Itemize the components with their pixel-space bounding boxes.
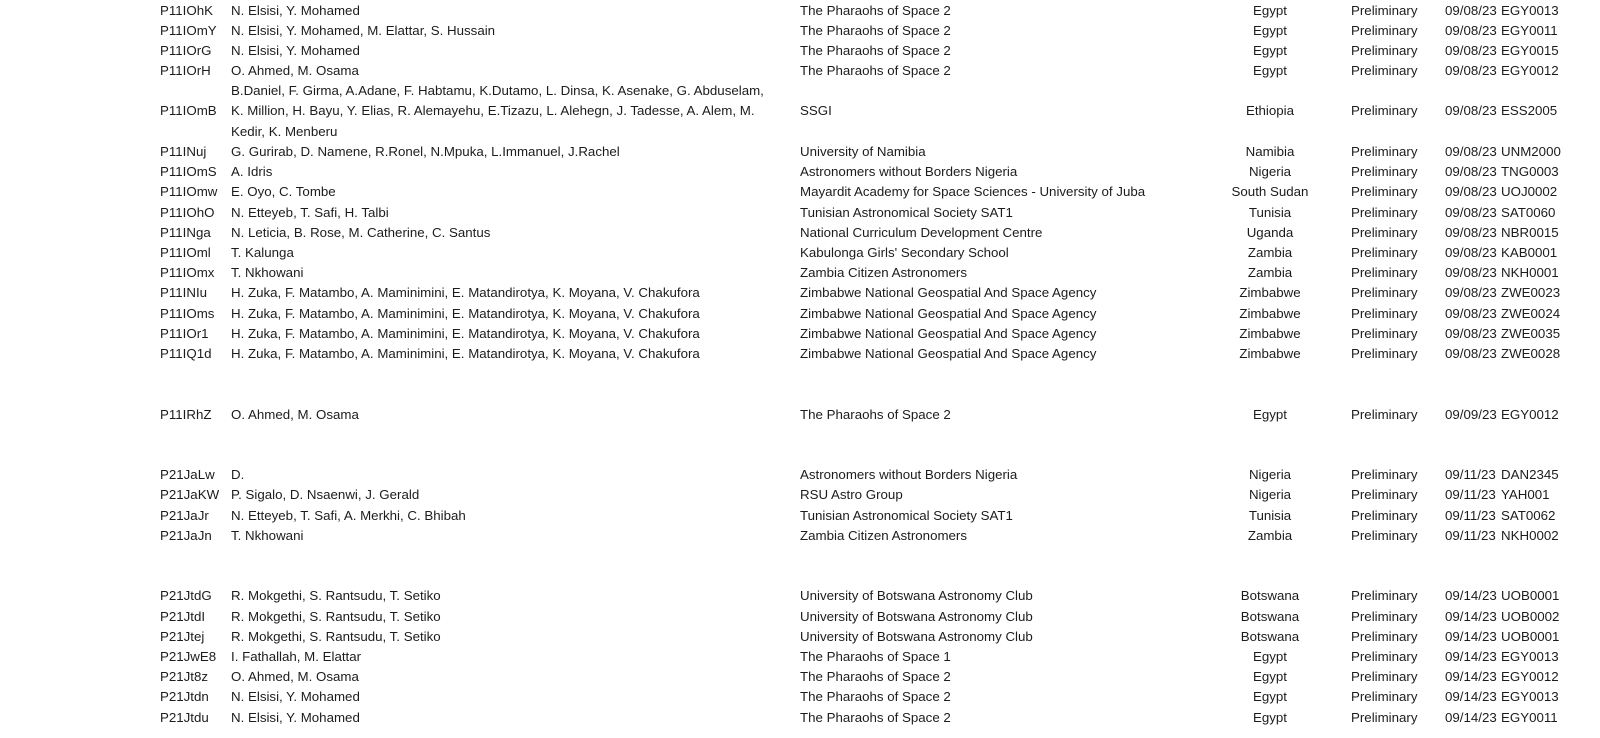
record-id: P11INga [160,224,211,240]
record-id: P11IOmB [160,103,217,119]
date: 09/14/23 [1445,628,1497,644]
record-id: P11INIu [160,285,208,301]
organization: National Curriculum Development Centre [800,224,1043,240]
country: Egypt [1252,689,1287,705]
status: Preliminary [1351,608,1418,624]
country: Egypt [1252,42,1287,58]
table-row [0,324,1600,344]
team-code: ZWE0024 [1501,305,1561,321]
table-row [0,1,1600,21]
organization: Zimbabwe National Geospatial And Space Agency [800,345,1097,361]
team-code: EGY0012 [1501,406,1559,422]
table-row [0,607,1600,627]
country: Egypt [1252,648,1287,664]
record-id: P11IRhZ [160,406,212,422]
authors: H. Zuka, F. Matambo, A. Maminimini, E. Matandirotya, K. Moyana, V. Chakufora [231,305,700,321]
table-row [0,283,1600,303]
status: Preliminary [1351,164,1418,180]
team-code: ESS2005 [1501,103,1558,119]
record-id: P21JtdG [160,588,212,604]
authors: T. Kalunga [231,244,294,260]
date: 09/08/23 [1445,22,1497,38]
authors: I. Fathallah, M. Elattar [231,648,362,664]
organization: SSGI [800,103,832,119]
table-row [0,405,1600,425]
date: 09/09/23 [1445,406,1497,422]
date: 09/08/23 [1445,204,1497,220]
authors: H. Zuka, F. Matambo, A. Maminimini, E. Matandirotya, K. Moyana, V. Chakufora [231,325,700,341]
status: Preliminary [1351,63,1418,79]
date: 09/08/23 [1445,143,1497,159]
status: Preliminary [1351,487,1418,503]
table-row [0,465,1600,485]
organization: The Pharaohs of Space 2 [800,42,951,58]
status: Preliminary [1351,628,1418,644]
team-code: DAN2345 [1501,467,1559,483]
organization: Astronomers without Borders Nigeria [800,467,1018,483]
record-id: P11IOml [160,244,211,260]
status: Preliminary [1351,2,1418,18]
table-row [0,263,1600,283]
team-code: YAH001 [1501,487,1550,503]
organization: The Pharaohs of Space 2 [800,709,951,725]
table-row [0,182,1600,202]
record-id: P11IOmS [160,164,217,180]
organization: Astronomers without Borders Nigeria [800,164,1018,180]
authors: T. Nkhowani [231,527,304,543]
table-row [0,243,1600,263]
date: 09/14/23 [1445,588,1497,604]
record-id: P21JaJr [160,507,209,523]
record-id: P11IOr1 [160,325,209,341]
record-id: P11IOhK [160,2,213,18]
authors: R. Mokgethi, S. Rantsudu, T. Setiko [231,608,441,624]
country: Egypt [1252,22,1287,38]
authors: A. Idris [231,164,273,180]
country: Zimbabwe [1239,325,1301,341]
country: Zambia [1247,527,1293,543]
authors: N. Elsisi, Y. Mohamed, M. Elattar, S. Hussain [231,22,496,38]
team-code: EGY0013 [1501,2,1559,18]
authors: O. Ahmed, M. Osama [231,406,359,422]
record-id: P21Jt8z [160,669,209,685]
country: Botswana [1240,588,1300,604]
table-row [0,162,1600,182]
date: 09/08/23 [1445,345,1497,361]
team-code: NKH0002 [1501,527,1559,543]
team-code: NBR0015 [1501,224,1559,240]
country: Namibia [1245,143,1295,159]
date: 09/08/23 [1445,325,1497,341]
organization: The Pharaohs of Space 2 [800,63,951,79]
status: Preliminary [1351,406,1418,422]
table-row [0,203,1600,223]
date: 09/08/23 [1445,244,1497,260]
record-id: P11IOhO [160,204,215,220]
authors: N. Elsisi, Y. Mohamed [231,2,360,18]
table-row [0,667,1600,687]
table-row [0,344,1600,364]
country: Uganda [1246,224,1294,240]
authors: G. Gurirab, D. Namene, R.Ronel, N.Mpuka, L.Immanuel, J.Rachel [231,143,620,159]
status: Preliminary [1351,265,1418,281]
team-code: ZWE0023 [1501,285,1561,301]
status: Preliminary [1351,588,1418,604]
date: 09/08/23 [1445,103,1497,119]
date: 09/14/23 [1445,608,1497,624]
authors: R. Mokgethi, S. Rantsudu, T. Setiko [231,628,441,644]
team-code: EGY0012 [1501,669,1559,685]
team-code: KAB0001 [1501,244,1558,260]
record-id: P21Jtdu [160,709,209,725]
country: Egypt [1252,709,1287,725]
country: Zambia [1247,244,1293,260]
record-id: P11IOrH [160,63,211,79]
date: 09/11/23 [1445,507,1496,523]
organization: The Pharaohs of Space 2 [800,22,951,38]
record-id: P11IQ1d [160,345,212,361]
authors: N. Leticia, B. Rose, M. Catherine, C. Santus [231,224,491,240]
organization: University of Botswana Astronomy Club [800,608,1033,624]
team-code: EGY0011 [1501,22,1558,38]
table-row [0,61,1600,81]
organization: Zambia Citizen Astronomers [800,265,968,281]
authors: N. Elsisi, Y. Mohamed [231,689,360,705]
organization: The Pharaohs of Space 2 [800,406,951,422]
status: Preliminary [1351,345,1418,361]
organization: University of Botswana Astronomy Club [800,588,1033,604]
status: Preliminary [1351,244,1418,260]
record-id: P21Jtdn [160,689,209,705]
record-id: P11IOms [160,305,215,321]
country: Zimbabwe [1239,345,1301,361]
authors: N. Elsisi, Y. Mohamed [231,42,360,58]
country: Botswana [1240,608,1300,624]
record-id: P21JwE8 [160,648,217,664]
table-row [0,485,1600,505]
date: 09/08/23 [1445,285,1497,301]
organization: University of Namibia [800,143,926,159]
table-row [0,586,1600,606]
authors: P. Sigalo, D. Nsaenwi, J. Gerald [231,487,420,503]
team-code: EGY0015 [1501,42,1559,58]
organization: University of Botswana Astronomy Club [800,628,1033,644]
record-id: P21JaKW [160,487,220,503]
table-row [0,304,1600,324]
date: 09/08/23 [1445,42,1497,58]
authors: H. Zuka, F. Matambo, A. Maminimini, E. Matandirotya, K. Moyana, V. Chakufora [231,285,700,301]
date: 09/14/23 [1445,648,1497,664]
table-row [0,223,1600,243]
date: 09/11/23 [1445,527,1496,543]
table-row [0,647,1600,667]
country: Egypt [1252,406,1287,422]
table-row [0,708,1600,728]
country: Egypt [1252,63,1287,79]
status: Preliminary [1351,204,1418,220]
authors: O. Ahmed, M. Osama [231,669,359,685]
record-id: P11IOrG [160,42,212,58]
team-code: SAT0062 [1501,507,1556,523]
date: 09/08/23 [1445,224,1497,240]
record-id: P21JaJn [160,527,212,543]
date: 09/14/23 [1445,709,1497,725]
record-id: P21Jtej [160,628,205,644]
team-code: EGY0012 [1501,63,1559,79]
team-code: UOJ0002 [1501,184,1558,200]
country: Egypt [1252,2,1287,18]
team-code: SAT0060 [1501,204,1556,220]
organization: Zambia Citizen Astronomers [800,527,968,543]
table-row [0,142,1600,162]
table-row [0,21,1600,41]
country: Egypt [1252,669,1287,685]
team-code: UOB0001 [1501,588,1560,604]
authors: Kedir, K. Menberu [231,123,338,139]
status: Preliminary [1351,22,1418,38]
authors: K. Million, H. Bayu, Y. Elias, R. Alemayehu, E.Tizazu, L. Alehegn, J. Tadesse, A. Alem, M. [231,103,755,119]
record-id: P11IOmx [160,265,215,281]
date: 09/14/23 [1445,689,1497,705]
status: Preliminary [1351,143,1418,159]
table-row [0,81,1600,142]
country: Nigeria [1248,487,1292,503]
team-code: UNM2000 [1501,143,1561,159]
record-id: P11INuj [160,143,207,159]
status: Preliminary [1351,325,1418,341]
record-id: P11IOmw [160,184,218,200]
organization: The Pharaohs of Space 2 [800,689,951,705]
organization: Zimbabwe National Geospatial And Space Agency [800,305,1097,321]
status: Preliminary [1351,305,1418,321]
country: Zambia [1247,265,1293,281]
table-row [0,506,1600,526]
organization: Zimbabwe National Geospatial And Space Agency [800,285,1097,301]
table-row [0,526,1600,546]
status: Preliminary [1351,42,1418,58]
team-code: UOB0001 [1501,628,1560,644]
date: 09/08/23 [1445,2,1497,18]
status: Preliminary [1351,467,1418,483]
authors: N. Etteyeb, T. Safi, A. Merkhi, C. Bhibah [231,507,466,523]
authors: D. [231,467,245,483]
country: Tunisia [1248,204,1292,220]
table-row [0,41,1600,61]
date: 09/08/23 [1445,265,1497,281]
status: Preliminary [1351,507,1418,523]
organization: The Pharaohs of Space 1 [800,648,951,664]
date: 09/11/23 [1445,487,1496,503]
record-id: P11IOmY [160,22,217,38]
authors: R. Mokgethi, S. Rantsudu, T. Setiko [231,588,441,604]
table-row [0,627,1600,647]
team-code: EGY0013 [1501,689,1559,705]
team-code: TNG0003 [1501,164,1559,180]
table-row [0,687,1600,707]
date: 09/08/23 [1445,164,1497,180]
authors: O. Ahmed, M. Osama [231,63,359,79]
organization: Tunisian Astronomical Society SAT1 [800,204,1013,220]
status: Preliminary [1351,103,1418,119]
date: 09/08/23 [1445,305,1497,321]
date: 09/14/23 [1445,669,1497,685]
country: Nigeria [1248,164,1292,180]
team-code: NKH0001 [1501,265,1559,281]
status: Preliminary [1351,527,1418,543]
status: Preliminary [1351,669,1418,685]
status: Preliminary [1351,184,1418,200]
record-id: P21JtdI [160,608,206,624]
country: Botswana [1240,628,1300,644]
organization: Mayardit Academy for Space Sciences - University of Juba [800,184,1146,200]
status: Preliminary [1351,709,1418,725]
status: Preliminary [1351,689,1418,705]
authors: N. Etteyeb, T. Safi, H. Talbi [231,204,389,220]
authors: N. Elsisi, Y. Mohamed [231,709,360,725]
organization: RSU Astro Group [800,487,903,503]
team-code: EGY0013 [1501,648,1559,664]
team-code: ZWE0035 [1501,325,1561,341]
record-id: P21JaLw [160,467,215,483]
country: Ethiopia [1245,103,1295,119]
authors: B.Daniel, F. Girma, A.Adane, F. Habtamu, K.Dutamo, L. Dinsa, K. Asenake, G. Abduselam, [231,83,764,99]
authors: E. Oyo, C. Tombe [231,184,336,200]
country: Zimbabwe [1239,285,1301,301]
organization: Kabulonga Girls' Secondary School [800,244,1009,260]
authors: H. Zuka, F. Matambo, A. Maminimini, E. Matandirotya, K. Moyana, V. Chakufora [231,345,700,361]
organization: The Pharaohs of Space 2 [800,2,951,18]
organization: Zimbabwe National Geospatial And Space Agency [800,325,1097,341]
team-code: UOB0002 [1501,608,1560,624]
team-code: ZWE0028 [1501,345,1561,361]
status: Preliminary [1351,285,1418,301]
status: Preliminary [1351,224,1418,240]
country: Nigeria [1248,467,1292,483]
authors: T. Nkhowani [231,265,304,281]
date: 09/11/23 [1445,467,1496,483]
date: 09/08/23 [1445,184,1497,200]
country: Tunisia [1248,507,1292,523]
team-code: EGY0011 [1501,709,1558,725]
status: Preliminary [1351,648,1418,664]
organization: Tunisian Astronomical Society SAT1 [800,507,1013,523]
organization: The Pharaohs of Space 2 [800,669,951,685]
country: South Sudan [1231,184,1309,200]
date: 09/08/23 [1445,63,1497,79]
country: Zimbabwe [1239,305,1301,321]
